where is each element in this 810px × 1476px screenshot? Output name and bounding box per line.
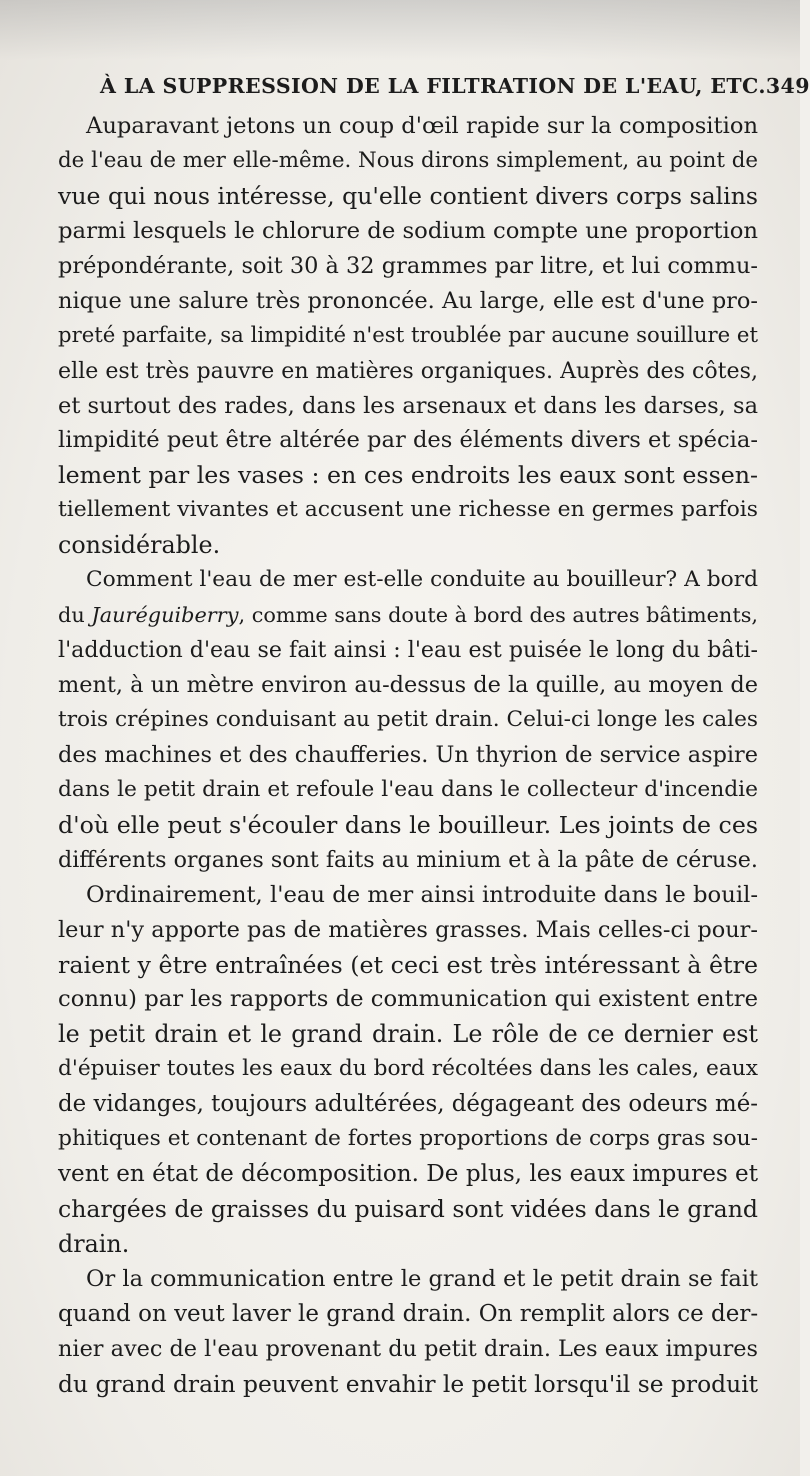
text-line: Ordinairement, l'eau de mer ainsi introduite dans le bouil- xyxy=(86,881,758,908)
text-line: considérable. xyxy=(58,531,221,560)
text-line: phitiques et contenant de fortes proportions de corps gras sou- xyxy=(58,1126,759,1152)
text-line: limpidité peut être altérée par des éléments divers et spécia- xyxy=(58,427,758,454)
ship-name: Jauréguiberry xyxy=(91,603,239,628)
text-line: Comment l'eau de mer est-elle conduite au bouilleur? A bord xyxy=(86,567,758,593)
text-line: différents organes sont faits au minium et à la pâte de céruse. xyxy=(58,846,758,873)
text-line: lement par les vases : en ces endroits les eaux sont essen- xyxy=(58,461,759,490)
text-line: parmi lesquels le chlorure de sodium compte une proportion xyxy=(58,217,758,244)
text-line: des machines et des chaufferies. Un thyrion de service aspire xyxy=(58,741,758,768)
text-line: Auparavant jetons un coup d'œil rapide sur la composition xyxy=(86,113,758,139)
text-line: nier avec de l'eau provenant du petit drain. Les eaux impures xyxy=(58,1335,758,1362)
text-line: vue qui nous intéresse, qu'elle contient divers corps salins xyxy=(58,181,759,210)
text-line: Or la communication entre le grand et le petit drain se fait xyxy=(86,1265,758,1292)
text-line: de l'eau de mer elle-même. Nous dirons simplement, au point de xyxy=(58,147,758,173)
text-line: le petit drain et le grand drain. Le rôle de ce dernier est xyxy=(58,1020,758,1049)
text-line: d'où elle peut s'écouler dans le bouilleur. Les joints de ces xyxy=(58,810,758,839)
text-line: nique une salure très prononcée. Au large, elle est d'une pro- xyxy=(58,287,758,314)
text-line-with-ship-name xyxy=(58,598,758,633)
text-line: tiellement vivantes et accusent une richesse en germes parfois xyxy=(58,497,758,523)
text-line: de vidanges, toujours adultérées, dégageant des odeurs mé- xyxy=(58,1091,759,1118)
text-line: quand on veut laver le grand drain. On remplit alors ce der- xyxy=(58,1300,759,1327)
text-line: raient y être entraînées (et ceci est très intéressant à être xyxy=(58,950,759,979)
text-line: leur n'y apporte pas de matières grasses. Mais celles-ci pour- xyxy=(58,916,758,943)
text-line: prépondérante, soit 30 à 32 grammes par litre, et lui commu- xyxy=(58,252,758,279)
text-line: preté parfaite, sa limpidité n'est troublée par aucune souillure et xyxy=(58,322,758,348)
scan-shadow xyxy=(0,0,800,60)
text-line: connu) par les rapports de communication qui existent entre xyxy=(58,986,758,1013)
body-text xyxy=(58,109,758,1402)
text-line: trois crépines conduisant au petit drain. Celui-ci longe les cales xyxy=(58,706,758,732)
text-line: l'adduction d'eau se fait ainsi : l'eau est puisée le long du bâti- xyxy=(58,637,758,664)
text-fragment: du xyxy=(58,603,92,628)
running-title: À LA SUPPRESSION DE LA FILTRATION DE L'EAU, ETC. xyxy=(100,74,766,98)
text-line: elle est très pauvre en matières organiques. Auprès des côtes, xyxy=(58,357,758,384)
text-line: dans le petit drain et refoule l'eau dans le collecteur d'incendie xyxy=(58,776,758,802)
text-fragment: , comme sans doute à bord des autres bâtiments, xyxy=(238,603,758,628)
running-header xyxy=(100,74,810,106)
text-line: chargées de graisses du puisard sont vidées dans le grand xyxy=(58,1195,758,1224)
text-line: ment, à un mètre environ au-dessus de la quille, au moyen de xyxy=(58,672,758,698)
text-line: drain. xyxy=(58,1230,130,1258)
text-line: du grand drain peuvent envahir le petit lorsqu'il se produit xyxy=(58,1369,759,1398)
text-line: vent en état de décomposition. De plus, les eaux impures et xyxy=(58,1161,758,1188)
text-line: et surtout des rades, dans les arsenaux et dans les darses, sa xyxy=(58,392,758,419)
page-number: 349 xyxy=(765,74,810,98)
text-line: d'épuiser toutes les eaux du bord récoltées dans les cales, eaux xyxy=(58,1056,758,1082)
